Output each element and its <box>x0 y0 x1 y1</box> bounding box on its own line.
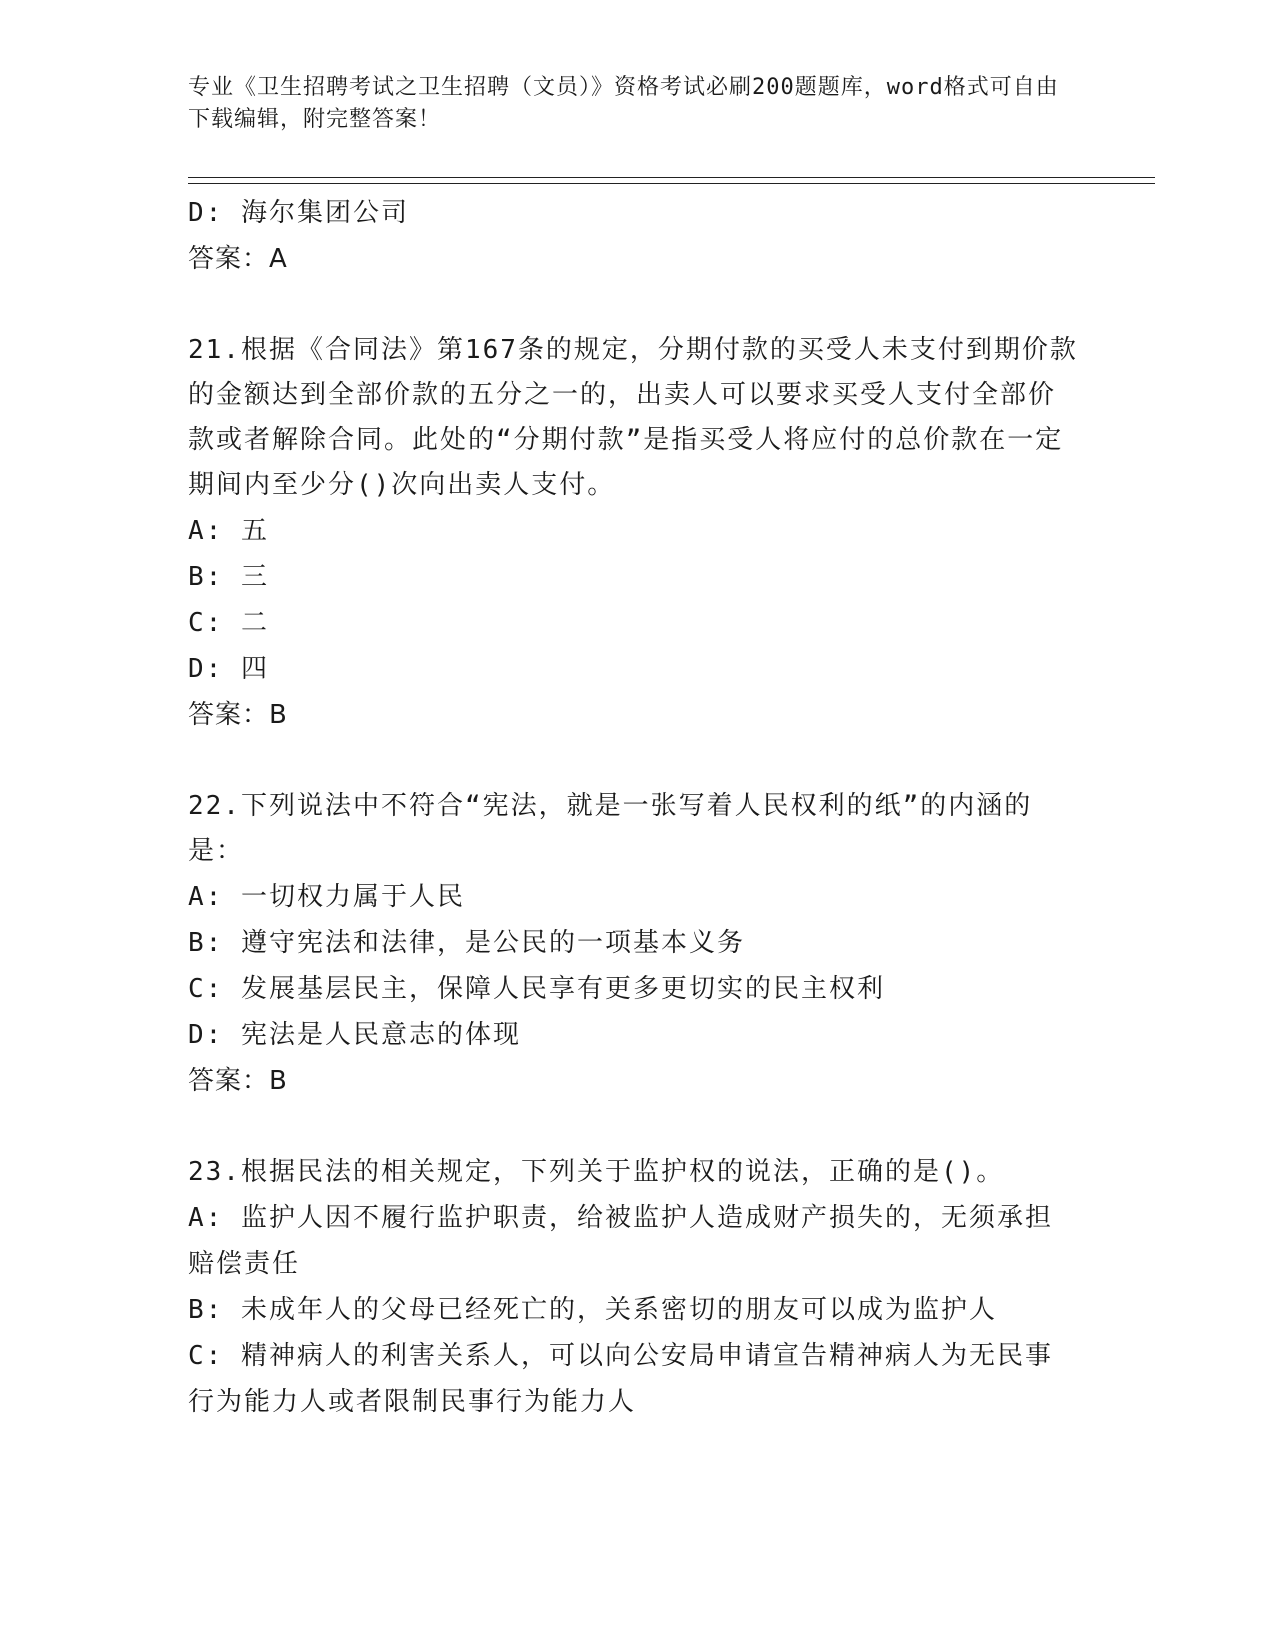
question-22-option-b: B: 遵守宪法和法律，是公民的一项基本义务 <box>188 928 745 958</box>
prev-option-d: D: 海尔集团公司 <box>188 198 409 228</box>
prev-answer: 答案：A <box>188 244 288 274</box>
header-divider-top <box>188 177 1155 178</box>
question-21-option-b: B: 三 <box>188 562 269 592</box>
question-21-option-c: C: 二 <box>188 608 269 638</box>
question-23-stem: 23.根据民法的相关规定，下列关于监护权的说法，正确的是()。 <box>188 1157 1005 1187</box>
question-22-option-c: C: 发展基层民主，保障人民享有更多更切实的民主权利 <box>188 974 885 1004</box>
question-22-option-d: D: 宪法是人民意志的体现 <box>188 1020 521 1050</box>
question-23-option-b: B: 未成年人的父母已经死亡的，关系密切的朋友可以成为监护人 <box>188 1295 997 1325</box>
question-21-option-d: D: 四 <box>188 654 269 684</box>
question-content <box>188 190 1078 1425</box>
spacer <box>188 282 1078 328</box>
question-23-option-a: A: 监护人因不履行监护职责，给被监护人造成财产损失的，无须承担赔偿责任 <box>188 1203 1053 1279</box>
question-22-answer: 答案：B <box>188 1066 288 1096</box>
question-23-option-c: C: 精神病人的利害关系人，可以向公安局申请宣告精神病人为无民事行为能力人或者限制民事行为能力人 <box>188 1341 1053 1417</box>
question-22-option-a: A: 一切权力属于人民 <box>188 882 465 912</box>
question-21-option-a: A: 五 <box>188 516 269 546</box>
spacer <box>188 1104 1078 1150</box>
page-header: 专业《卫生招聘考试之卫生招聘（文员）》资格考试必刷200题题库，word格式可自由下载编辑，附完整答案！ <box>188 75 1059 132</box>
spacer <box>188 738 1078 784</box>
question-21-stem: 21.根据《合同法》第167条的规定，分期付款的买受人未支付到期价款的金额达到全部价款的五分之一的，出卖人可以要求买受人支付全部价款或者解除合同。此处的“分期付款”是指买受人将应付的总价款在一定期间内至少分()次向出卖人支付。 <box>188 335 1078 500</box>
header-divider-bottom <box>188 183 1155 184</box>
question-21-answer: 答案：B <box>188 700 288 730</box>
question-22-stem: 22.下列说法中不符合“宪法，就是一张写着人民权利的纸”的内涵的是： <box>188 791 1033 866</box>
